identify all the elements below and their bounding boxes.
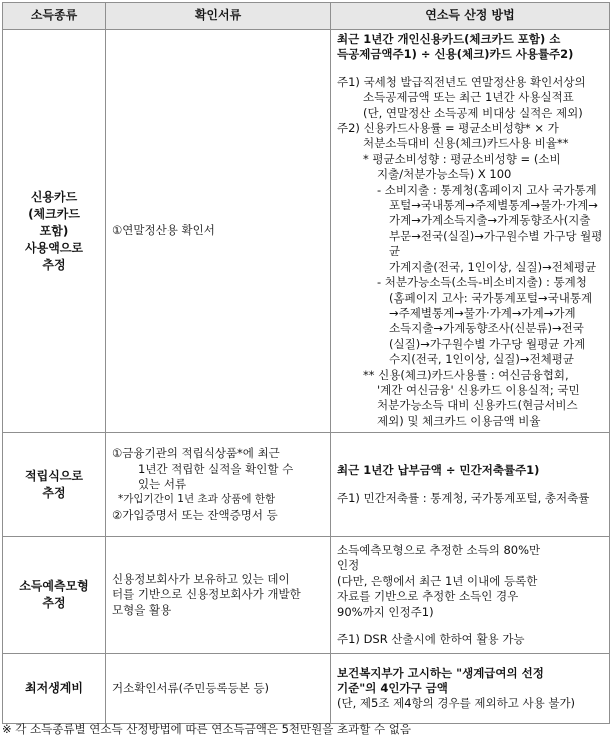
table-row-minimum-living bbox=[3, 654, 610, 724]
method-head-line: 득공제금액주1) ÷ 신용(체크)카드 사용률주2) bbox=[337, 47, 574, 62]
kind-line: (체크카드 bbox=[28, 206, 80, 221]
method-minimum-living bbox=[331, 654, 610, 724]
method-line: 소득공제금액 또는 최근 1년간 사용실적표 bbox=[363, 90, 574, 105]
method-line: * 평균소비성향 : 평균소비성향 = (소비 bbox=[363, 151, 561, 166]
kind-line: 추정 bbox=[42, 257, 66, 272]
kind-line: 추정 bbox=[42, 596, 66, 611]
kind-credit-card bbox=[3, 30, 106, 433]
kind-line: 적립식으로 bbox=[25, 468, 83, 483]
kind-minimum-living bbox=[3, 654, 106, 724]
docs-line: 있는 서류 bbox=[138, 476, 187, 491]
method-line: 인정 bbox=[337, 558, 360, 573]
method-line: 주2) 신용카드사용률 = 평균소비성향* × 가 bbox=[337, 121, 559, 136]
header-calculation: 연소득 산정 방법 bbox=[331, 3, 610, 30]
method-line: (단, 연말정산 소득공제 비대상 실적은 제외) bbox=[363, 105, 583, 120]
method-note: (단, 제5조 제4항의 경우를 제외하고 사용 불가) bbox=[337, 696, 576, 711]
method-line: 가계→가계소득지출→가계동향조사(지출 bbox=[389, 213, 591, 228]
method-line: (실질)→가구원수별 가구당 월평균 가계 bbox=[389, 336, 586, 351]
method-savings bbox=[331, 433, 610, 537]
method-head-line: 보건복지부가 고시하는 "생계급여의 선정 bbox=[337, 665, 544, 680]
method-line: 처분소득대비 신용(체크)카드사용 비율** bbox=[363, 136, 569, 151]
docs-line: 터를 기반으로 신용정보회사가 개발한 bbox=[112, 587, 301, 602]
method-prediction-model bbox=[331, 537, 610, 654]
header-documents: 확인서류 bbox=[106, 3, 331, 30]
method-line: (홈페이지 고사: 국가통계포털→국내통계 bbox=[389, 290, 593, 305]
kind-line: 사용액으로 bbox=[25, 240, 83, 255]
docs-credit-card bbox=[106, 30, 331, 433]
docs-prediction-model bbox=[106, 537, 331, 654]
table-row-savings bbox=[3, 433, 610, 537]
docs-savings bbox=[106, 433, 331, 537]
income-method-table-wrapper bbox=[2, 2, 609, 724]
method-line: 제외) 및 체크카드 이용금액 비율 bbox=[377, 413, 541, 428]
header-income-type: 소득종류 bbox=[3, 3, 106, 30]
docs-line: ①연말정산용 확인서 bbox=[112, 223, 215, 238]
docs-line: 모형을 활용 bbox=[112, 602, 172, 617]
method-line: →주제별통계→물가·가계→가계→가계 bbox=[389, 305, 576, 320]
method-head-line: 최근 1년간 납부금액 ÷ 민간저축률주1) bbox=[337, 463, 540, 478]
method-credit-card bbox=[331, 30, 610, 433]
kind-line: 신용카드 bbox=[30, 189, 78, 204]
method-line: 소득지출→가계동향조사(신분류)→전국 bbox=[389, 321, 584, 336]
method-line: ** 신용(체크)카드사용률 : 여신금융협회, bbox=[363, 367, 569, 382]
method-line: (다만, 은행에서 최근 1년 이내에 등록한 bbox=[337, 573, 538, 588]
method-line: 자료를 기반으로 추정한 소득인 경우 bbox=[337, 589, 519, 604]
table-header-row bbox=[3, 3, 610, 30]
method-line: 90%까지 인정주1) bbox=[337, 604, 434, 619]
kind-line: 추정 bbox=[42, 485, 66, 500]
footer-note: ※ 각 소득종류별 연소득 산정방법에 따른 연소득금액은 5천만원을 초과할 수 없음 bbox=[2, 722, 411, 736]
kind-savings bbox=[3, 433, 106, 537]
kind-line: 최저생계비 bbox=[25, 681, 83, 696]
docs-line: 1년간 적립한 실적을 확인할 수 bbox=[138, 461, 294, 476]
method-line: 부문→전국(실질)→가구원수별 가구당 월평균 bbox=[389, 228, 603, 259]
kind-line: 소득예측모형 bbox=[19, 579, 89, 594]
method-line: - 소비지출 : 통계청(홈페이지 고사 국가통계 bbox=[377, 182, 597, 197]
method-line: 지출/처분가능소득) X 100 bbox=[377, 167, 512, 182]
method-head-line: 기준"의 4인가구 금액 bbox=[337, 680, 448, 695]
kind-line: 포함) bbox=[39, 223, 69, 238]
method-line: - 처분가능소득(소득-비소비지출) : 통계청 bbox=[377, 275, 587, 290]
docs-line: 신용정보회사가 보유하고 있는 데이 bbox=[112, 572, 290, 587]
table-row-prediction-model bbox=[3, 537, 610, 654]
method-line: 포털→국내통계→주제별통계→물가·가계→ bbox=[389, 198, 598, 213]
docs-line: ①금융기관의 적립식상품*에 최근 bbox=[112, 446, 280, 461]
docs-minimum-living bbox=[106, 654, 331, 724]
method-line: 소득예측모형으로 추정한 소득의 80%만 bbox=[337, 542, 541, 557]
method-line: 주1) 국세청 발급직전년도 연말정산용 확인서상의 bbox=[337, 74, 586, 89]
income-method-table bbox=[2, 2, 610, 724]
method-note: 주1) DSR 산출시에 한하여 활용 가능 bbox=[337, 631, 525, 646]
method-note: 주1) 민간저축률 : 통계청, 국가통계포털, 총저축률 bbox=[337, 490, 590, 505]
docs-line: ②가입증명서 또는 잔액증명서 등 bbox=[112, 507, 278, 522]
method-line: 수지(전국, 1인이상, 실질)→전체평균 bbox=[389, 352, 574, 367]
method-line: 가계지출(전국, 1인이상, 실질)→전체평균 bbox=[389, 259, 597, 274]
kind-prediction-model bbox=[3, 537, 106, 654]
table-row-credit-card bbox=[3, 30, 610, 433]
docs-note: *가입기간이 1년 초과 상품에 한함 bbox=[118, 493, 276, 506]
method-line: 처분가능소득 대비 신용카드(현금서비스 bbox=[377, 398, 578, 413]
docs-line: 거소확인서류(주민등록등본 등) bbox=[112, 680, 270, 695]
method-line: '계간 여신금융' 신용카드 이용실적; 국민 bbox=[377, 382, 580, 397]
method-head-line: 최근 1년간 개인신용카드(체크카드 포함) 소 bbox=[337, 32, 561, 46]
